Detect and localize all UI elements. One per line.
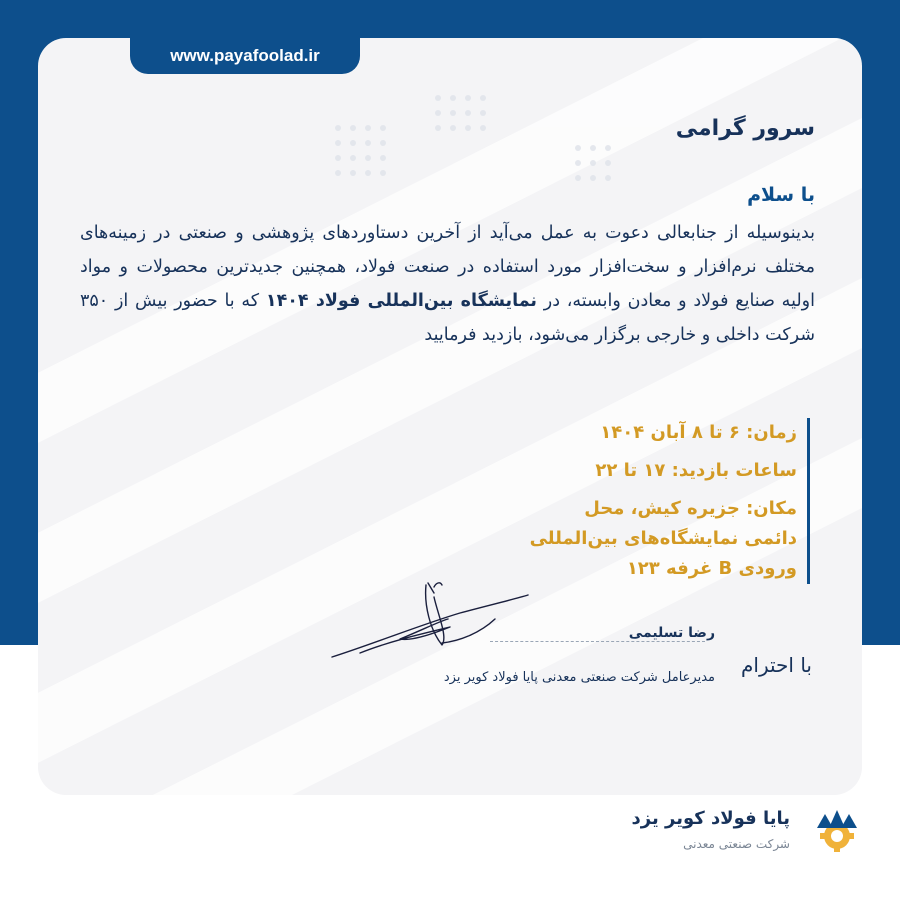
letter-body-part1: بدینوسیله از جنابعالی دعوت به عمل می‌آید از آخرین دستاوردهای پژوهشی و صنعتی در زمینه‌های مختلف نرم‌افزار و سخت‌افزار مورد استفاده در صنعت فولاد، همچنین جدیدترین محصولات و مواد اولیه صنایع فولاد و معادن وابسته، در: [80, 223, 815, 311]
event-place-line3: ورودی B غرفه ۱۲۳: [626, 558, 797, 579]
letter-greeting: سرور گرامی: [675, 116, 815, 141]
signatory-role: مدیرعامل شرکت صنعتی معدنی پایا فولاد کویر یزد: [443, 670, 715, 685]
footer-company-name: پایا فولاد کویر یزد: [631, 808, 790, 829]
event-place-line2: دائمی نمایشگاه‌های بین‌المللی: [529, 528, 797, 549]
company-logo-icon: [812, 800, 862, 852]
footer-company-subtitle: شرکت صنعتی معدنی: [683, 837, 790, 851]
exhibition-name: نمایشگاه بین‌المللی فولاد ۱۴۰۴: [265, 291, 537, 311]
event-details: [480, 418, 810, 584]
event-place-line1: مکان: جزیره کیش، محل: [584, 498, 797, 519]
website-url[interactable]: www.payafoolad.ir: [130, 38, 360, 74]
letter-body: [80, 216, 815, 352]
closing-remark: با احترام: [741, 653, 812, 677]
signature-divider: [490, 641, 705, 642]
letter-salutation: با سلام: [747, 184, 815, 206]
letter-body-part2: که با حضور بیش از ۳۵۰ شرکت داخلی و خارجی برگزار می‌شود، بازدید فرمایید: [80, 291, 815, 345]
event-hours: ساعات بازدید: ۱۷ تا ۲۲: [595, 460, 797, 481]
signatory-name: رضا تسلیمی: [628, 625, 715, 641]
handwritten-signature: [330, 575, 540, 665]
event-time: زمان: ۶ تا ۸ آبان ۱۴۰۴: [600, 422, 797, 443]
